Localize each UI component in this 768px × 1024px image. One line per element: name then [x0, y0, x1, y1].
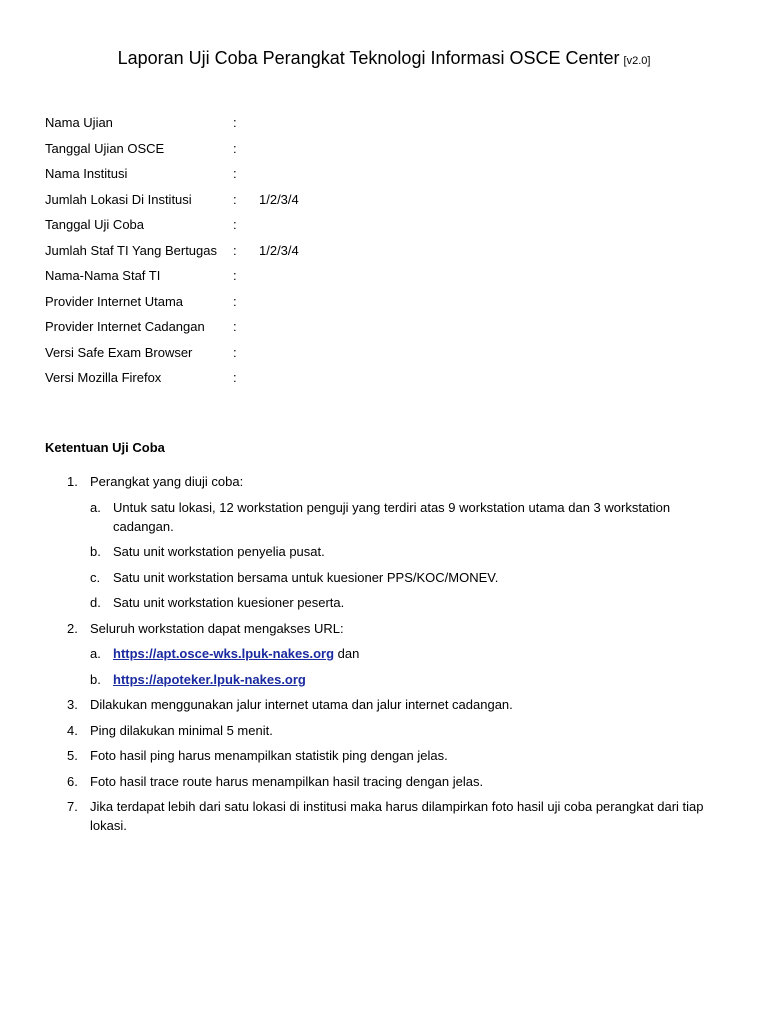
title-text: Laporan Uji Coba Perangkat Teknologi Informasi OSCE Center [117, 48, 620, 68]
link-suffix: dan [334, 646, 360, 661]
item-number: 1. [67, 474, 78, 489]
list-item [45, 772, 705, 791]
field-label: Nama-Nama Staf TI [45, 268, 161, 284]
item-text: Seluruh workstation dapat mengakses URL: [90, 620, 344, 636]
item-text: Dilakukan menggunakan jalur internet utama dan jalur internet cadangan. [90, 697, 513, 712]
item-text: Foto hasil trace route harus menampilkan hasil tracing dengan jelas. [90, 773, 484, 789]
field-colon: : [233, 191, 237, 207]
field-colon: : [233, 115, 237, 131]
item-number: 4. [67, 722, 78, 738]
field-colon: : [233, 217, 237, 233]
item-number: 7. [67, 799, 78, 814]
field-row-tanggal-uji-coba [45, 212, 725, 238]
item-number: 5. [67, 748, 78, 763]
sub-item [45, 644, 705, 663]
item-number: 6. [67, 773, 78, 789]
field-row-nama-staf [45, 263, 725, 289]
url-link-apt[interactable]: https://apt.osce-wks.lpuk-nakes.org [113, 646, 335, 661]
item-number: 3. [67, 697, 78, 712]
sub-text: Satu unit workstation penyelia pusat. [113, 544, 325, 559]
field-colon: : [233, 293, 237, 309]
info-fields [45, 110, 725, 391]
field-label: Jumlah Staf TI Yang Bertugas [45, 242, 217, 258]
field-row-jumlah-staf [45, 238, 725, 264]
field-row-nama-institusi [45, 161, 725, 187]
sub-item [45, 568, 705, 587]
version-label: [v2.0] [623, 55, 651, 67]
field-row-provider-cadangan [45, 314, 725, 340]
field-value: 1/2/3/4 [259, 191, 299, 207]
list-item [45, 695, 705, 714]
sub-letter: b. [90, 671, 101, 687]
sub-letter: a. [90, 499, 101, 515]
document-title [0, 48, 768, 69]
field-label: Provider Internet Utama [45, 293, 184, 309]
sub-text: Untuk satu lokasi, 12 workstation penguji yang terdiri atas 9 workstation utama dan 3 workstation cadangan. [113, 499, 671, 534]
sub-letter: c. [90, 569, 101, 585]
section-heading: Ketentuan Uji Coba [45, 440, 165, 455]
sub-letter: d. [90, 595, 101, 610]
field-colon: : [233, 166, 237, 182]
list-item [45, 472, 705, 491]
field-label: Nama Ujian [45, 115, 113, 131]
field-label: Versi Mozilla Firefox [45, 370, 162, 386]
field-row-jumlah-lokasi [45, 187, 725, 213]
field-colon: : [233, 268, 237, 284]
field-row-versi-seb [45, 340, 725, 366]
sub-text [113, 644, 705, 663]
list-item [45, 797, 705, 835]
field-label: Jumlah Lokasi Di Institusi [45, 191, 192, 207]
field-label: Provider Internet Cadangan [45, 319, 205, 335]
sub-text: Satu unit workstation kuesioner peserta. [113, 595, 345, 610]
field-label: Tanggal Ujian OSCE [45, 140, 165, 156]
list-item [45, 721, 705, 740]
field-row-nama-ujian [45, 110, 725, 136]
field-colon: : [233, 140, 237, 156]
url-link-apoteker[interactable]: https://apoteker.lpuk-nakes.org [113, 671, 306, 687]
list-item [45, 746, 705, 765]
sub-letter: b. [90, 544, 101, 559]
field-label: Tanggal Uji Coba [45, 217, 145, 233]
item-text: Jika terdapat lebih dari satu lokasi di institusi maka harus dilampirkan foto hasil uji coba perangkat dari tiap lokasi. [90, 799, 704, 833]
sub-item [45, 670, 705, 689]
sub-letter: a. [90, 646, 101, 661]
field-colon: : [233, 370, 237, 386]
field-colon: : [233, 319, 237, 335]
field-row-versi-firefox [45, 365, 725, 391]
field-label: Versi Safe Exam Browser [45, 344, 193, 360]
sub-item [45, 593, 705, 612]
list-item [45, 619, 705, 638]
rules-list [45, 472, 705, 842]
field-row-provider-utama [45, 289, 725, 315]
field-row-tanggal-ujian [45, 136, 725, 162]
field-colon: : [233, 344, 237, 360]
field-colon: : [233, 242, 237, 258]
sub-item [45, 498, 705, 536]
item-number: 2. [67, 620, 78, 636]
item-text: Foto hasil ping harus menampilkan statistik ping dengan jelas. [90, 748, 448, 763]
sub-text: Satu unit workstation bersama untuk kuesioner PPS/KOC/MONEV. [113, 569, 499, 585]
field-value: 1/2/3/4 [259, 242, 299, 258]
item-text: Perangkat yang diuji coba: [90, 474, 244, 489]
item-text: Ping dilakukan minimal 5 menit. [90, 722, 273, 738]
sub-item [45, 542, 705, 561]
sub-text [113, 670, 705, 689]
field-label: Nama Institusi [45, 166, 128, 182]
